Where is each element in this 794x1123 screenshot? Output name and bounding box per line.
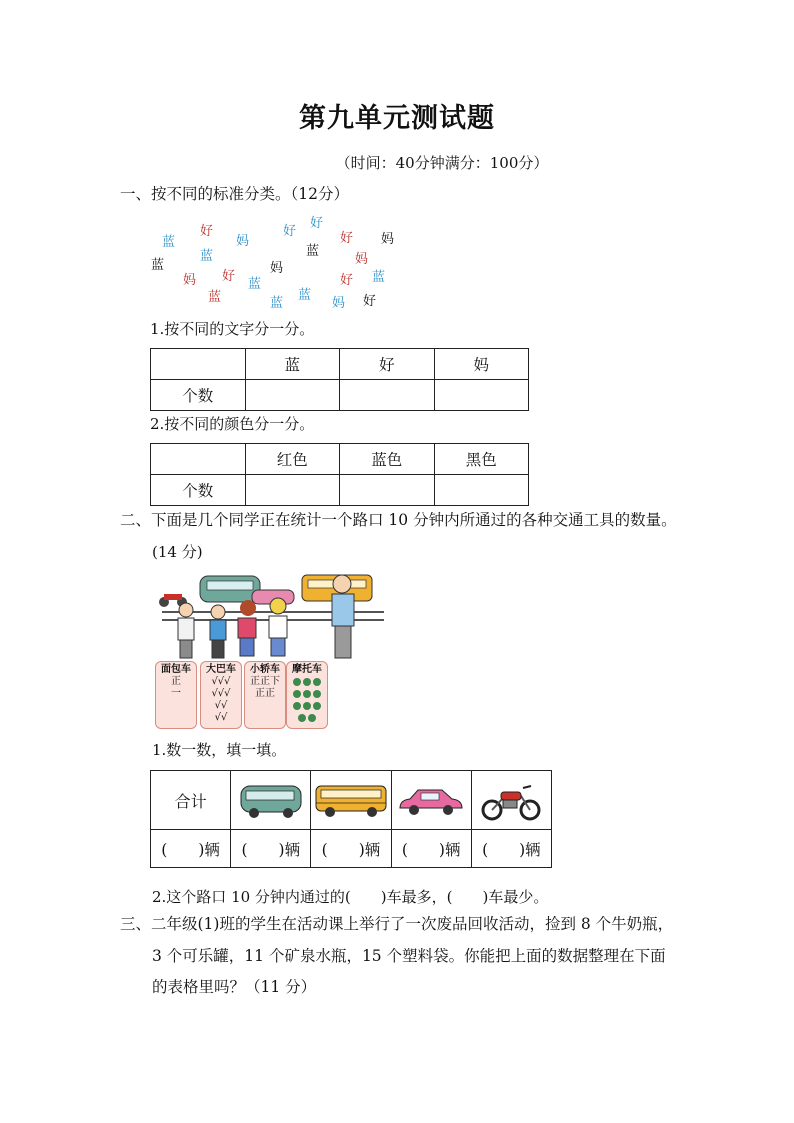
tally-dot	[293, 678, 301, 686]
motorcycle-icon	[479, 778, 543, 822]
word: 好	[222, 269, 236, 284]
q3-line3: 的表格里吗？（11 分）	[152, 978, 317, 996]
tally-mark: 正正下	[250, 676, 280, 687]
tally-dot	[298, 714, 306, 722]
word: 好	[340, 231, 354, 246]
q3-line1: 三、二年级(1)班的学生在活动课上举行了一次废品回收活动，捡到 8 个牛奶瓶，	[120, 915, 674, 933]
tally-dot	[293, 702, 301, 710]
tally-card-minibus	[155, 661, 197, 729]
tally-mark: √√√	[211, 688, 231, 699]
word: 蓝	[151, 258, 165, 273]
word: 蓝	[162, 235, 176, 250]
tally-mark: 正正	[255, 688, 275, 699]
word: 蓝	[200, 249, 214, 264]
bus-icon	[314, 780, 388, 820]
row-label: 个数	[151, 380, 246, 411]
word: 妈	[236, 234, 250, 249]
word: 蓝	[248, 277, 262, 292]
blank-car[interactable]: ( )辆	[391, 830, 471, 868]
word: 妈	[183, 273, 197, 288]
tally-dot	[303, 690, 311, 698]
tally-dot	[313, 702, 321, 710]
traffic-scene-icon	[152, 570, 387, 662]
word: 好	[310, 216, 324, 231]
exam-meta: （时间：40分钟满分：100分）	[335, 154, 549, 172]
blank-total[interactable]: ( )辆	[151, 830, 231, 868]
tally-dot	[313, 690, 321, 698]
table-by-word	[150, 348, 529, 411]
tally-label: 大巴车	[206, 664, 236, 675]
blank-motorcycle[interactable]: ( )辆	[471, 830, 551, 868]
tally-dot	[303, 702, 311, 710]
table-by-color	[150, 443, 529, 506]
word: 好	[363, 294, 377, 309]
tally-mark: 正	[171, 676, 181, 687]
table-header-cell: 红色	[245, 444, 340, 475]
word: 妈	[332, 296, 346, 311]
word: 蓝	[306, 244, 320, 259]
word: 妈	[270, 261, 284, 276]
q2-score: (14 分)	[152, 543, 203, 561]
word: 好	[200, 224, 214, 239]
tally-mark: √√√	[211, 676, 231, 687]
tally-dot	[313, 678, 321, 686]
tally-dot	[308, 714, 316, 722]
tally-card-bus	[200, 661, 242, 729]
word: 蓝	[208, 290, 222, 305]
tally-mark: √√	[214, 712, 228, 723]
table-header-cell: 好	[340, 349, 435, 380]
tally-label: 小轿车	[250, 664, 280, 675]
table-header-cell: 蓝色	[340, 444, 435, 475]
word: 蓝	[270, 296, 284, 311]
q2-part1: 1.数一数，填一填。	[152, 741, 287, 759]
row-label: 个数	[151, 475, 246, 506]
word: 蓝	[298, 288, 312, 303]
table-header-cell	[151, 349, 246, 380]
blank-minibus[interactable]: ( )辆	[231, 830, 311, 868]
blank-bus[interactable]: ( )辆	[311, 830, 391, 868]
word: 妈	[355, 252, 369, 267]
tally-mark: 一	[171, 688, 181, 699]
table-header-cell: 黑色	[434, 444, 529, 475]
total-label: 合计	[151, 771, 231, 830]
answer-cell[interactable]	[245, 380, 340, 411]
tally-card-car	[244, 661, 286, 729]
page-title: 第九单元测试题	[299, 103, 495, 134]
word: 好	[340, 273, 354, 288]
traffic-scene-illustration	[152, 570, 387, 662]
tally-dots	[287, 676, 327, 726]
vehicle-count-table	[150, 770, 552, 868]
q1-part2: 2.按不同的颜色分一分。	[150, 415, 315, 433]
tally-dot	[303, 678, 311, 686]
answer-cell[interactable]	[340, 380, 435, 411]
table-header-cell: 蓝	[245, 349, 340, 380]
table-header-cell: 妈	[434, 349, 529, 380]
q1-part1: 1.按不同的文字分一分。	[150, 320, 315, 338]
car-cell	[391, 771, 471, 830]
q2-part2: 2.这个路口 10 分钟内通过的( )车最多，( )车最少。	[152, 888, 549, 906]
minibus-icon	[238, 780, 304, 820]
word: 妈	[381, 232, 395, 247]
word: 蓝	[372, 270, 386, 285]
tally-card-motorcycle	[286, 661, 328, 729]
word-cloud	[150, 212, 400, 312]
tally-label: 面包车	[161, 664, 191, 675]
answer-cell[interactable]	[245, 475, 340, 506]
bus-cell	[311, 771, 391, 830]
q3-line2: 3 个可乐罐，11 个矿泉水瓶，15 个塑料袋。你能把上面的数据整理在下面	[152, 947, 666, 965]
q1-heading: 一、按不同的标准分类。（12分）	[120, 185, 349, 203]
tally-dot	[293, 690, 301, 698]
word: 好	[283, 224, 297, 239]
answer-cell[interactable]	[340, 475, 435, 506]
q2-heading: 二、下面是几个同学正在统计一个路口 10 分钟内所通过的各种交通工具的数量。	[120, 511, 677, 529]
tally-label: 摩托车	[292, 664, 322, 675]
tally-mark: √√	[214, 700, 228, 711]
minibus-cell	[231, 771, 311, 830]
answer-cell[interactable]	[434, 475, 529, 506]
car-icon	[396, 780, 466, 820]
answer-cell[interactable]	[434, 380, 529, 411]
motorcycle-cell	[471, 771, 551, 830]
table-header-cell	[151, 444, 246, 475]
